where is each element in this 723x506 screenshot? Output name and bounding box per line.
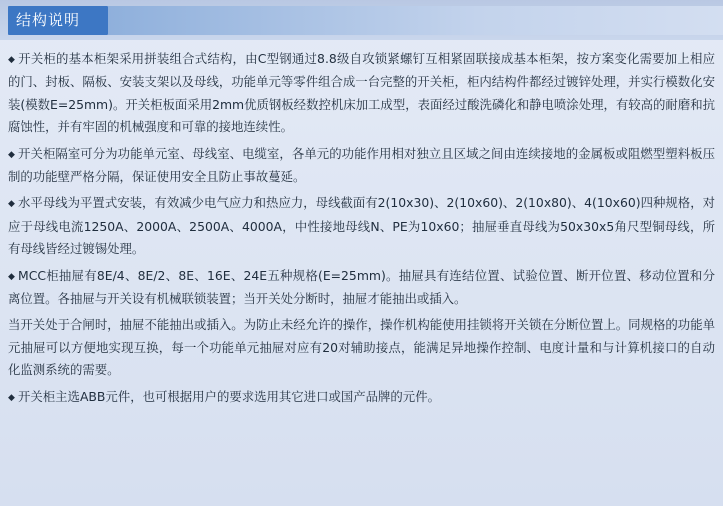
paragraph-text: 当开关处于合闸时，抽屉不能抽出或插入。为防止未经允许的操作，操作机构能使用挂锁将开关锁在分断位置上。同规格的功能单元抽屉可以方便地实现互换，每一个功能单元抽屉对应有20对辅助接点，能满足异地操作控制、电度计量和与计算机接口的自动化监测系统的需要。 [8,317,715,378]
paragraph-text: 开关柜主选ABB元件，也可根据用户的要求选用其它进口或国产品牌的元件。 [18,388,440,404]
paragraph-text: 水平母线为平置式安装，有效减少电气应力和热应力，母线截面有2(10x30)、2(10x60)、2(10x80)、4(10x60)四种规格，对应于母线电流1250A、2000A、2500A、4000A，中性接地母线N、PE为10x60；抽屉垂直母线为50x30x5角尺型铜母线，所有母线皆经过镀锡处理。 [8,195,715,257]
bullet-icon: ◆ [8,199,15,210]
paragraph-components [8,386,715,409]
paragraph-text: 开关柜的基本柜架采用拼装组合式结构，由C型钢通过8.8级自攻锁紧螺钉互相紧固联接成基本柜架，按方案变化需要加上相应的门、封板、隔板、安装支架以及母线，功能单元等零件组合成一台完整的开关柜，柜内结构件都经过镀锌处理，并实行模数化安装(模数E=25mm)。开关柜板面采用2mm优质钢板经数控机床加工成型，表面经过酸洗磷化和静电喷涂处理，有较高的耐磨和抗腐蚀性，并有牢固的机械强度和可靠的接地连续性。 [8,51,715,135]
bullet-icon: ◆ [8,271,15,282]
paragraph-busbar [8,192,715,260]
section-body [8,48,715,413]
section-title: 结构说明 [8,6,108,35]
paragraph-interlock [8,314,715,381]
section-title-bar [108,6,723,35]
paragraph-text: 开关柜隔室可分为功能单元室、母线室、电缆室，各单元的功能作用相对独立且区域之间由连续接地的金属板或阻燃型塑料板压制的功能壁严格分隔，保证使用安全且防止事故蔓延。 [8,145,715,185]
bullet-icon: ◆ [8,149,15,160]
paragraph-compartments [8,143,715,189]
paragraph-structure [8,48,715,139]
paragraph-text: MCC柜抽屉有8E/4、8E/2、8E、16E、24E五种规格(E=25mm)。抽屉具有连结位置、试验位置、断开位置、移动位置和分离位置。各抽屉与开关设有机械联锁装置；当开关处分断时，抽屉才能抽出或插入。 [8,267,715,307]
bullet-icon: ◆ [8,55,15,65]
paragraph-mcc-drawer [8,265,715,311]
bullet-icon: ◆ [8,392,15,403]
